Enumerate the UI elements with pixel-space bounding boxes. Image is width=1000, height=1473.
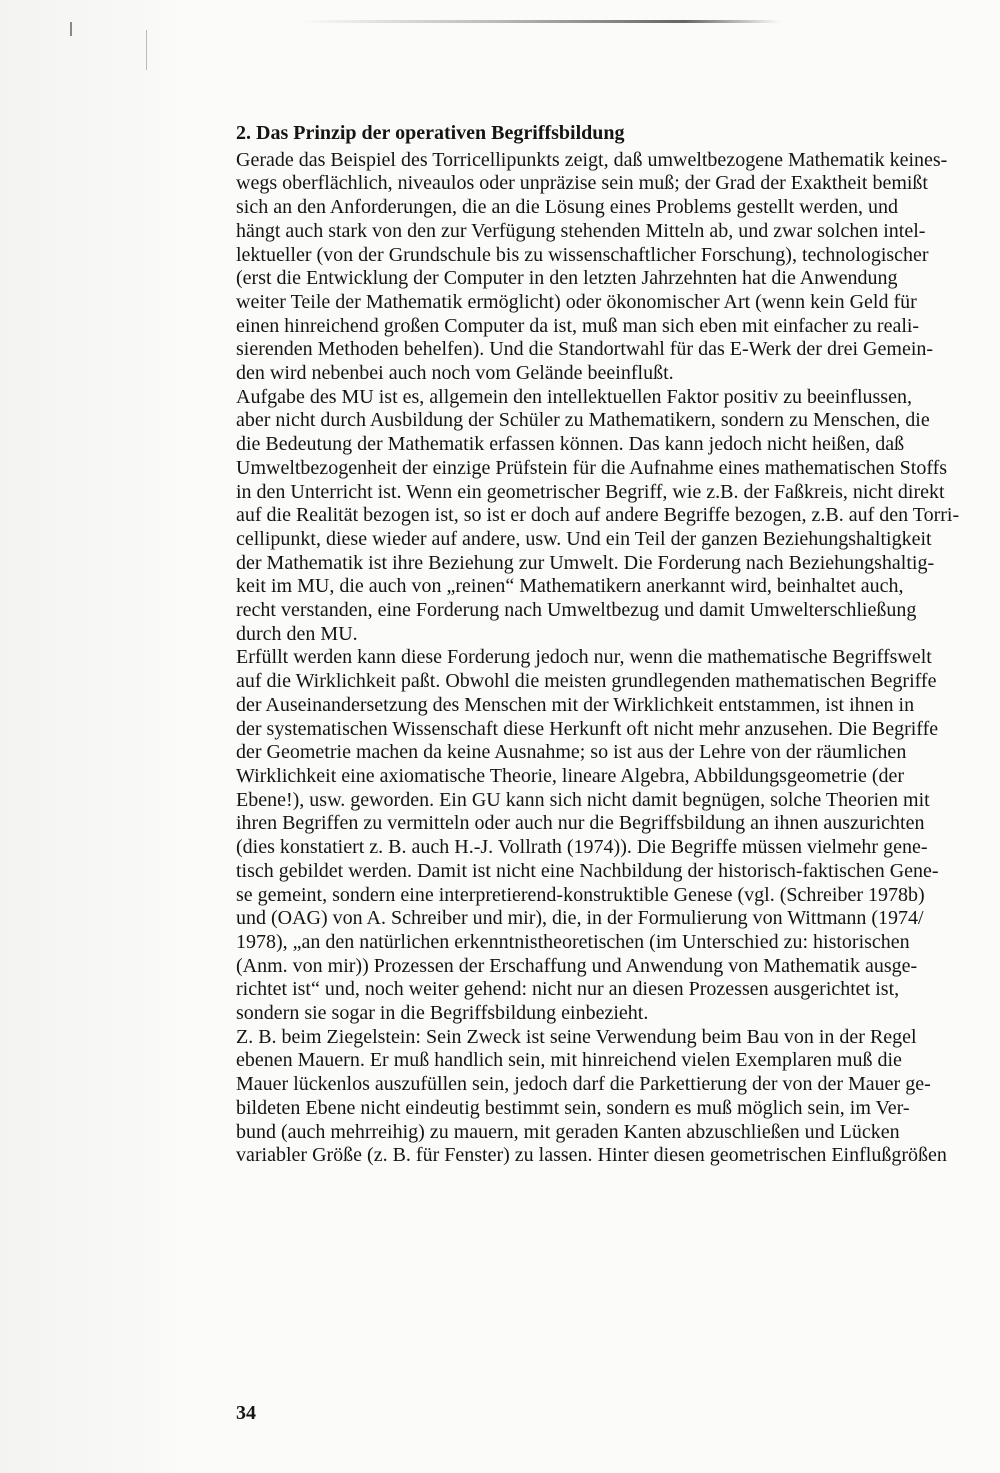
text-line: wegs oberflächlich, niveaulos oder unpräzise sein muß; der Grad der Exaktheit bemißt bbox=[236, 172, 928, 195]
text-line: weiter Teile der Mathematik ermöglicht) oder ökonomischer Art (wenn kein Geld für bbox=[236, 290, 917, 313]
text-line: (dies konstatiert z. B. auch H.-J. Vollrath (1974)). Die Begriffe müssen vielmehr gene- bbox=[236, 836, 928, 859]
text-line: den wird nebenbei auch noch vom Gelände beeinflußt. bbox=[236, 362, 674, 385]
text-line: keit im MU, die auch von „reinen“ Mathematikern anerkannt wird, beinhaltet auch, bbox=[236, 575, 904, 598]
paragraph-lines bbox=[236, 149, 988, 1168]
text-line: bund (auch mehrreihig) zu mauern, mit geraden Kanten abzuschließen und Lücken bbox=[236, 1120, 900, 1143]
text-line: bildeten Ebene nicht eindeutig bestimmt sein, sondern es muß möglich sein, im Ver- bbox=[236, 1096, 910, 1119]
scan-mark bbox=[146, 30, 147, 70]
text-line: Mauer lückenlos auszufüllen sein, jedoch darf die Parkettierung der von der Mauer ge- bbox=[236, 1073, 931, 1096]
text-line: sierenden Methoden behelfen). Und die Standortwahl für das E-Werk der drei Gemein- bbox=[236, 338, 934, 361]
text-line: sich an den Anforderungen, die an die Lösung eines Problems gestellt werden, und bbox=[236, 196, 899, 219]
text-line: Z. B. beim Ziegelstein: Sein Zweck ist seine Verwendung beim Bau von in der Regel bbox=[236, 1025, 917, 1048]
text-line: Erfüllt werden kann diese Forderung jedoch nur, wenn die mathematische Begriffswelt bbox=[236, 646, 932, 669]
text-line: sondern sie sogar in die Begriffsbildung einbezieht. bbox=[236, 1002, 649, 1025]
text-line: variabler Größe (z. B. für Fenster) zu lassen. Hinter diesen geometrischen Einflußgrößen bbox=[236, 1144, 947, 1167]
text-line: (erst die Entwicklung der Computer in den letzten Jahrzehnten hat die Anwendung bbox=[236, 267, 898, 290]
scan-artifact bbox=[300, 20, 780, 23]
text-line: der Mathematik ist ihre Beziehung zur Umwelt. Die Forderung nach Beziehungshaltig- bbox=[236, 551, 935, 574]
text-line: cellipunkt, diese wieder auf andere, usw. Und ein Teil der ganzen Beziehungshaltigkeit bbox=[236, 527, 932, 550]
text-line: der Geometrie machen da keine Ausnahme; so ist aus der Lehre von der räumlichen bbox=[236, 741, 907, 764]
text-line: Ebene!), usw. geworden. Ein GU kann sich nicht damit begnügen, solche Theorien mit bbox=[236, 788, 930, 811]
text-line: aber nicht durch Ausbildung der Schüler zu Mathematikern, sondern zu Menschen, die bbox=[236, 409, 930, 432]
section-heading: 2. Das Prinzip der operativen Begriffsbildung bbox=[236, 122, 625, 144]
text-line: (Anm. von mir)) Prozessen der Erschaffung und Anwendung von Mathematik ausge- bbox=[236, 954, 918, 977]
text-line: hängt auch stark von den zur Verfügung stehenden Mitteln ab, und zwar solchen intel- bbox=[236, 219, 926, 242]
text-line: auf die Realität bezogen ist, so ist er doch auf andere Begriffe bezogen, z.B. auf den Torri- bbox=[236, 504, 960, 527]
text-line: die Bedeutung der Mathematik erfassen können. Das kann jedoch nicht heißen, daß bbox=[236, 433, 905, 456]
text-line: der Auseinandersetzung des Menschen mit der Wirklichkeit entstammen, ist ihnen in bbox=[236, 693, 915, 716]
text-line: 1978), „an den natürlichen erkenntnistheoretischen (im Unterschied zu: historischen bbox=[236, 930, 910, 953]
text-line: in den Unterricht ist. Wenn ein geometrischer Begriff, wie z.B. der Faßkreis, nicht direkt bbox=[236, 480, 945, 503]
text-line: lektueller (von der Grundschule bis zu wissenschaftlicher Forschung), technologischer bbox=[236, 243, 929, 266]
text-line: Umweltbezogenheit der einzige Prüfstein für die Aufnahme eines mathematischen Stoffs bbox=[236, 456, 948, 479]
text-line: Wirklichkeit eine axiomatische Theorie, lineare Algebra, Abbildungsgeometrie (der bbox=[236, 764, 905, 787]
text-line: der systematischen Wissenschaft diese Herkunft oft nicht mehr anzusehen. Die Begriffe bbox=[236, 717, 939, 740]
text-line: ebenen Mauern. Er muß handlich sein, mit hinreichend vielen Exemplaren muß die bbox=[236, 1049, 902, 1072]
page-number: 34 bbox=[236, 1402, 256, 1424]
text-line: recht verstanden, eine Forderung nach Umweltbezug und damit Umwelterschließung bbox=[236, 599, 917, 622]
text-line: durch den MU. bbox=[236, 622, 358, 645]
scan-mark bbox=[70, 22, 72, 36]
text-line: und (OAG) von A. Schreiber und mir), die, in der Formulierung von Wittmann (1974/ bbox=[236, 907, 924, 930]
text-line: einen hinreichend großen Computer da ist, muß man sich eben mit einfacher zu reali- bbox=[236, 314, 920, 337]
text-block bbox=[236, 122, 988, 1168]
text-line: ihren Begriffen zu vermitteln oder auch nur die Begriffsbildung an ihnen auszurichten bbox=[236, 812, 925, 835]
scan-edge-shading bbox=[0, 0, 175, 1473]
text-line: Gerade das Beispiel des Torricellipunkts zeigt, daß umweltbezogene Mathematik keines- bbox=[236, 148, 948, 171]
text-line: se gemeint, sondern eine interpretierend-konstruktible Genese (vgl. (Schreiber 1978b) bbox=[236, 883, 925, 906]
text-line: Aufgabe des MU ist es, allgemein den intellektuellen Faktor positiv zu beeinflussen, bbox=[236, 385, 912, 408]
text-line: auf die Wirklichkeit paßt. Obwohl die meisten grundlegenden mathematischen Begriffe bbox=[236, 670, 937, 693]
text-line: richtet ist“ und, noch weiter gehend: nicht nur an diesen Prozessen ausgerichtet ist, bbox=[236, 978, 900, 1001]
text-line: tisch gebildet werden. Damit ist nicht eine Nachbildung der historisch-faktischen Gene- bbox=[236, 859, 939, 882]
